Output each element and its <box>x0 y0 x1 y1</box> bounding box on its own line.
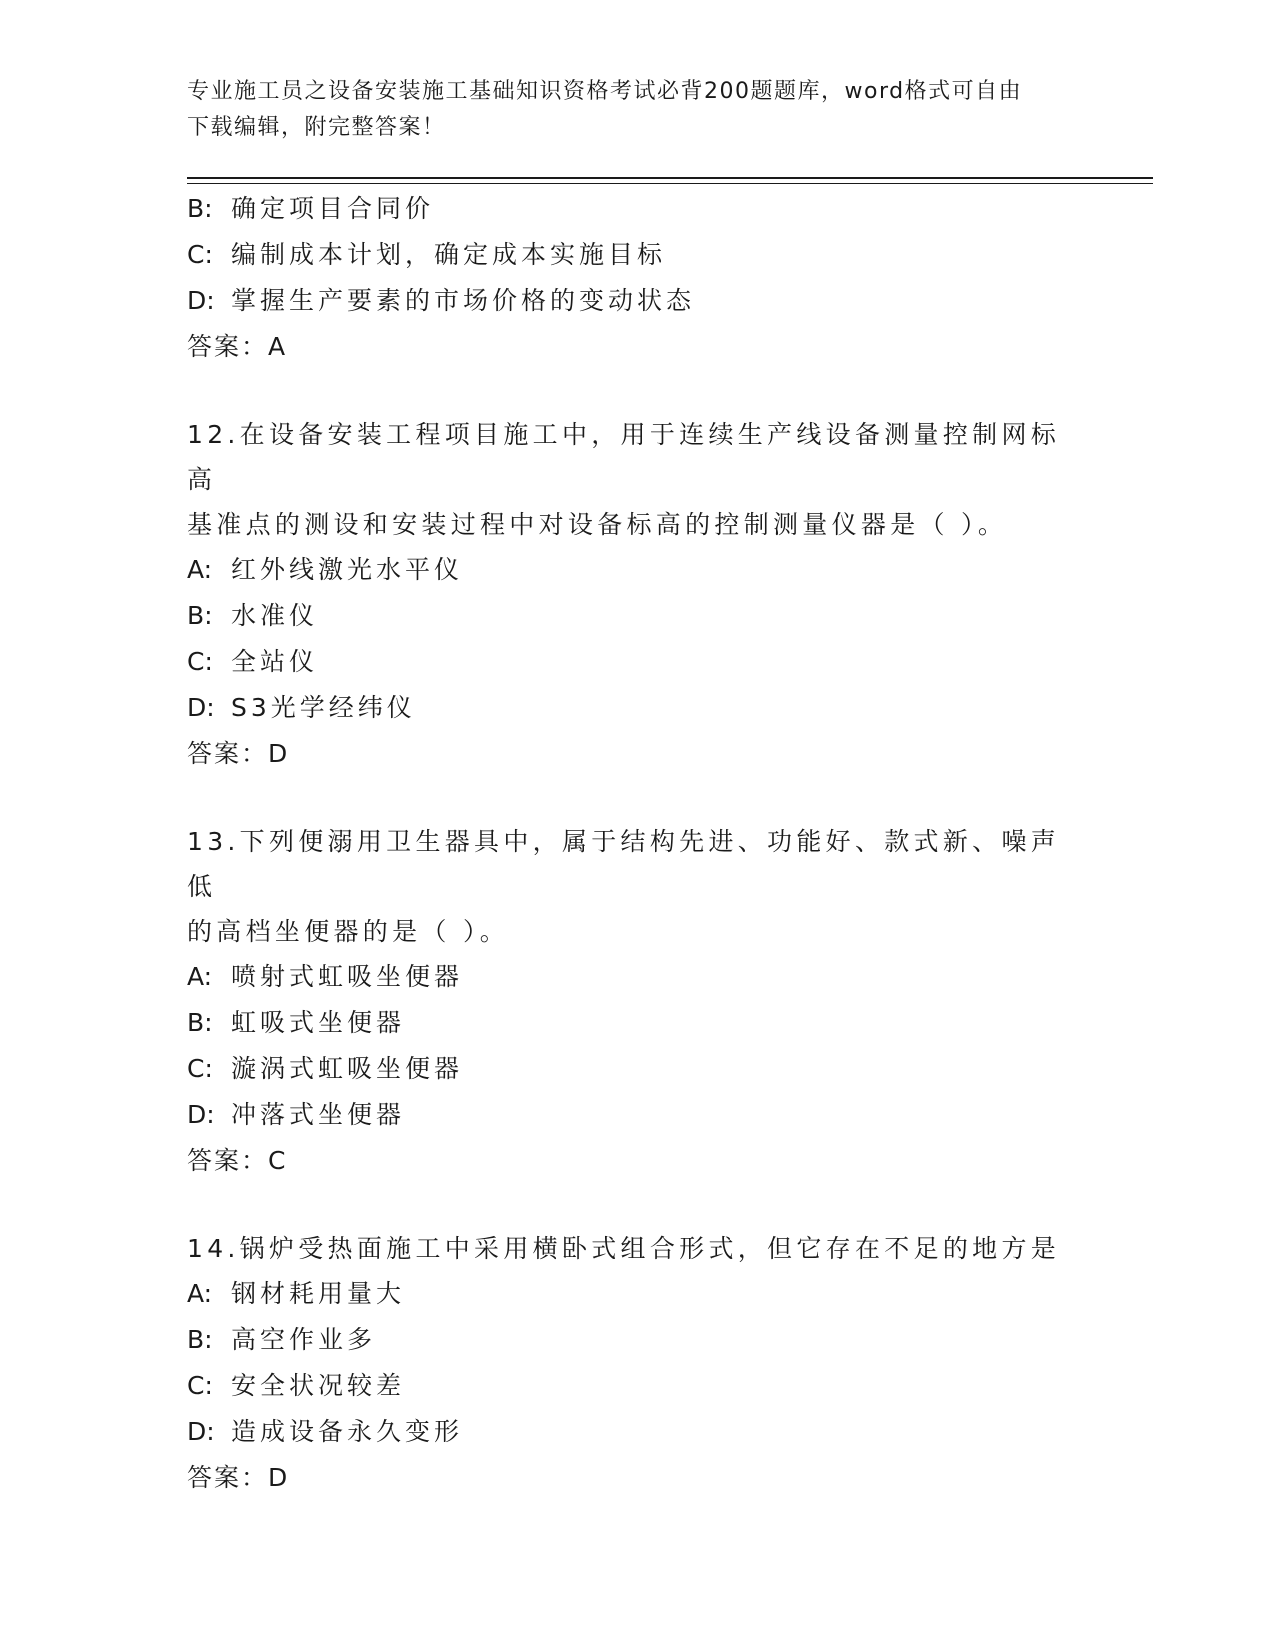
option-letter: B: <box>187 1008 213 1037</box>
option-text: 红外线激光水平仪 <box>231 555 464 584</box>
question-text-line: 12.在设备安装工程项目施工中，用于连续生产线设备测量控制网标高 <box>187 420 1061 494</box>
option-d <box>187 685 1087 731</box>
option-letter: C: <box>187 240 213 269</box>
option-text: 全站仪 <box>231 647 319 676</box>
header-line-2: 下载编辑，附完整答案！ <box>187 115 446 140</box>
question-12 <box>187 412 1087 777</box>
document-body <box>187 186 1087 1501</box>
option-c <box>187 639 1087 685</box>
option-text: 漩涡式虹吸坐便器 <box>231 1054 464 1083</box>
option-d <box>187 1092 1087 1138</box>
option-c <box>187 1363 1087 1409</box>
option-letter: A: <box>187 1279 213 1308</box>
option-text: 水准仪 <box>231 601 319 630</box>
option-b <box>187 1317 1087 1363</box>
option-text: 造成设备永久变形 <box>231 1417 464 1446</box>
prev-question-block <box>187 186 1087 370</box>
option-b <box>187 593 1087 639</box>
answer-line: 答案：A <box>187 332 288 361</box>
answer-line: 答案：D <box>187 739 290 768</box>
option-letter: D: <box>187 693 215 722</box>
option-letter: B: <box>187 1325 213 1354</box>
option-a <box>187 954 1087 1000</box>
option-letter: B: <box>187 194 213 223</box>
option-text: 安全状况较差 <box>231 1371 406 1400</box>
option-letter: A: <box>187 555 213 584</box>
option-letter: C: <box>187 647 213 676</box>
option-a <box>187 547 1087 593</box>
option-letter: C: <box>187 1371 213 1400</box>
option-text: 冲落式坐便器 <box>231 1100 406 1129</box>
question-14 <box>187 1226 1087 1501</box>
option-letter: D: <box>187 1100 215 1129</box>
option-text: 高空作业多 <box>231 1325 377 1354</box>
option-text: 喷射式虹吸坐便器 <box>231 962 464 991</box>
header-divider-thick <box>187 177 1153 179</box>
option-text: 确定项目合同价 <box>231 194 435 223</box>
question-text-line: 基准点的测设和安装过程中对设备标高的控制测量仪器是（ ）。 <box>187 510 1008 539</box>
question-text-line: 14.锅炉受热面施工中采用横卧式组合形式，但它存在不足的地方是 <box>187 1234 1061 1263</box>
header-line-1: 专业施工员之设备安装施工基础知识资格考试必背200题题库，word格式可自由 <box>187 79 1023 104</box>
option-a <box>187 1271 1087 1317</box>
spacer <box>187 1184 1087 1226</box>
question-13 <box>187 819 1087 1184</box>
header-divider-thin <box>187 183 1153 184</box>
option-c <box>187 1046 1087 1092</box>
option-b <box>187 186 1087 232</box>
spacer <box>187 370 1087 412</box>
option-d <box>187 1409 1087 1455</box>
option-letter: D: <box>187 286 215 315</box>
option-letter: D: <box>187 1417 215 1446</box>
document-header <box>187 74 1087 146</box>
option-text: 钢材耗用量大 <box>231 1279 406 1308</box>
option-letter: C: <box>187 1054 213 1083</box>
option-letter: A: <box>187 962 213 991</box>
question-text-line: 的高档坐便器的是（ ）。 <box>187 917 510 946</box>
option-text: 掌握生产要素的市场价格的变动状态 <box>231 286 696 315</box>
question-text-line: 13.下列便溺用卫生器具中，属于结构先进、功能好、款式新、噪声低 <box>187 827 1061 901</box>
answer-line: 答案：D <box>187 1463 290 1492</box>
option-c <box>187 232 1087 278</box>
option-d <box>187 278 1087 324</box>
option-text: 虹吸式坐便器 <box>231 1008 406 1037</box>
option-b <box>187 1000 1087 1046</box>
option-letter: B: <box>187 601 213 630</box>
option-text: S3光学经纬仪 <box>231 693 416 722</box>
option-text: 编制成本计划，确定成本实施目标 <box>231 240 667 269</box>
spacer <box>187 777 1087 819</box>
answer-line: 答案：C <box>187 1146 288 1175</box>
